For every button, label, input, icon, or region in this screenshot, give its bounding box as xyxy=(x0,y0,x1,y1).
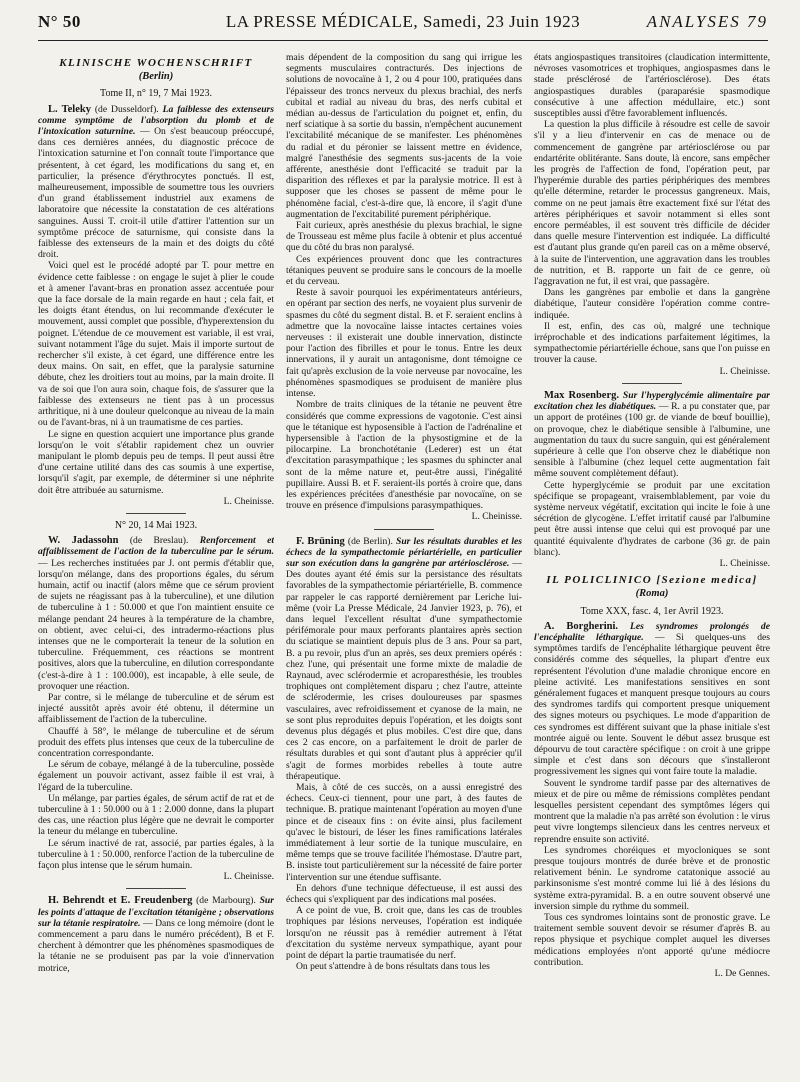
article-affiliation: (de Marbourg). xyxy=(192,895,260,907)
article-signature: L. Cheinisse. xyxy=(719,557,770,569)
article-affiliation: (de Berlin). xyxy=(344,535,396,547)
journal-city: (Berlin) xyxy=(138,71,174,83)
journal-title: IL POLICLINICO [Sezione medica] xyxy=(546,574,758,587)
journal-title: KLINISCHE WOCHENSCHRIFT xyxy=(59,57,253,69)
issue-info: Tome II, n° 19, 7 Mai 1923. xyxy=(100,88,212,100)
article-author: A. Borgherini. xyxy=(544,620,619,632)
article-rosenberg xyxy=(534,390,770,480)
article-paragraph: états angiospastiques transitoires (claudication intermittente, névroses vasomotrices et trophiques, angiospasmes dans le stade présclérosé de l'artériosclérose). Des états angiospastiques durables (paraparésie spasmodique consécutive à une affection médullaire, etc.) sont susceptibles aussi d'être favorablement influencés. xyxy=(534,52,770,120)
article-paragraph: Il est, enfin, des cas où, malgré une technique irréprochable et des indications parfaitement légitimes, la sympathectomie périartérielle échoue, sans que l'on puisse en trouver la cause. xyxy=(534,320,770,366)
article-author: F. Brüning xyxy=(296,535,345,547)
article-paragraph: Les syndromes choréiques et myocloniques se sont presque toujours montrés de durée brève et de pronostic relativement bénin. Le syndrome catatonique associé au parkinsonisme s'est montré comme lui lié à des lésions du système extra-pyramidal. B. a en outre souvent observé une inversion simple du rythme du sommeil. xyxy=(534,844,770,912)
article-title: La faiblesse des extenseurs comme symptôme de l'absorption du plomb et de l'intoxication saturnine. xyxy=(38,103,274,138)
article-title: Sur les points d'attaque de l'excitation tétanigène ; observations sur la tétanie respiratoire. xyxy=(38,895,274,929)
article-paragraph: Un mélange, par parties égales, de sérum actif de rat et de tuberculine à 1 : 50.000 ou à 1 : 2.000 donne, dans la plupart des cas, une réaction plus légère que ne devrait le comporter la teneur du mélange en tuberculine. xyxy=(38,792,274,838)
article-teleky xyxy=(38,104,274,261)
article-title: Sur l'hyperglycémie alimentaire par excitation chez les diabétiques. xyxy=(534,389,770,413)
article-signature: L. De Gennes. xyxy=(714,968,770,980)
separator xyxy=(622,383,682,384)
column-3 xyxy=(534,52,770,1074)
article-paragraph: mais dépendent de la composition du sang qui irrigue les segments musculaires contracturés. Des injections de solutions de novocaïne à 1, 2 ou 4 pour 100, pratiquées dans l'épaisseur des troncs nerveux du plexus brachial, des nerfs cubital et radial au niveau du bras, des nerfs cubital et médian au-dessus de l'articulation du poignet et, enfin, du nerf sciatique à sa sortie du bassin, n'empêchent aucunement l'excitabilité mécanique de se manifester. Les phénomènes du radial et du péronier se laissent mettre en évidence, malgré l'anesthésie des segments sus-jacents de la voie afférente, anesthésie dont l'efficacité se traduit par la disparition des réflexes et par la paralysie motrice. Il est à supposer que les choses se passent de même pour le phénomène facial, c'est-à-dire que, là encore, il s'agit d'une augmentation de l'excitabilité purement périphérique. xyxy=(286,52,522,220)
article-bruning xyxy=(286,536,522,782)
article-text: — Dans ce long mémoire (dont le commencement a paru dans le numéro précédent), B et F. cherchent à démontrer que les phénomènes spasmodiques de la tétanie ne se produisent pas par la voie d'innervation motrice, xyxy=(38,917,274,974)
separator xyxy=(126,513,186,514)
running-title: LA PRESSE MÉDICALE, Samedi, 23 Juin 1923 xyxy=(225,12,581,31)
article-behrendt xyxy=(38,895,274,973)
issue-info: Tome XXX, fasc. 4, 1er Avril 1923. xyxy=(580,605,724,617)
article-paragraph: Reste à savoir pourquoi les expérimentateurs antérieurs, en opérant par section des nerfs, ne voyaient plus survenir de spasmes du côté du segment distal. B. et F. seraient enclins à admettre que la novocaïne laisse intactes certaines voies nerveuses : il existerait une double innervation, distincte pour l'action des fibrilles et pour le tonus. Entre les deux innervations, il y aurait un antagonisme, dont témoigne ce fait qu'après exclusion de la voie nerveuse par novocaïne, les phénomènes spasmodiques se produisent de manière plus intense. xyxy=(286,287,522,400)
header-rule xyxy=(38,40,768,41)
article-title: Les syndromes prolongés de l'encéphalite léthargique. xyxy=(534,620,770,643)
article-paragraph: On peut s'attendre à de bons résultats dans tous les xyxy=(296,961,490,973)
article-paragraph: Le sérum inactivé de rat, associé, par parties égales, à la tuberculine à 1 : 50.000, renforce l'action de la tuberculine de façon plus intense que le sérum humain. xyxy=(38,837,274,872)
article-author: W. Jadassohn xyxy=(48,535,119,547)
article-title: Renforcement et affaiblissement de l'action de la tuberculine par le sérum. xyxy=(38,535,274,558)
article-text: — Des doutes ayant été émis sur la persistance des résultats favorables de la sympathectomie périartérielle, B. commence par rappeler le cas rapporté dernièrement par Leriche lui-même (voir La Presse Médicale, 24 Janvier 1923, p. 76), et dans lequel l'excellent résultat d'une sympathectomie périfémorale pour maux perforants plantaires après section du sciatique se maintient depuis plus de 3 ans. Pour sa part, B. a pu revoir, plus d'un an après, ses deux premiers opérés : chez l'une, qui présentait une forme mixte de maladie de Raynaud, avec sclérodermie et acroparesthésie, les troubles trophiques ont complètement disparu ; chez l'autre, atteinte de sclérodermie, les crises douloureuses par spasmes vasculaires, avec refroidissement et cyanose de la main, ne se sont plus reproduites depuis l'opération, et les doigts sont devenus plus dégagés et plus mobiles. C'est dire que, dans ces 2 cas encore, on a parfaitement le droit de parler de résultats durables et qui sont d'autant plus à apprécier qu'il s'agit de formes morbides rebelles à toute autre thérapeutique. xyxy=(286,557,522,782)
article-text: — Si quelques-uns des symptômes tardifs de l'encéphalite léthargique peuvent être considérés comme des séquelles, la plupart d'entre eux représentent l'évolution d'une maladie chronique encore en pleine activité. Les manifestations sensitives en sont généralement fugaces et manquent presque toujours au cours des syndromes tardifs qui comportent presque uniquement des signes moteurs ou psychiques. Le mode d'apparition de ces syndromes est différent suivant que la phase initiale s'est montrée aiguë ou lente. Souvent le début assez brusque est dépourvu de tout caractère spécifique : on croit à une grippe simple et c'est dans son décours que s'installeront progressivement les signes qui vont faire toute la maladie. xyxy=(534,631,770,778)
article-author: L. Teleky xyxy=(48,103,91,115)
article-affiliation: (de Breslau). xyxy=(118,535,200,547)
article-title: Sur les résultats durables et les échecs de la sympathectomie périartérielle, en particulier sur son exécution dans la gangrène par artériosclérose. xyxy=(286,535,522,569)
article-author: Max Rosenberg. xyxy=(544,389,619,401)
article-paragraph: Le signe en question acquiert une importance plus grande lorsqu'on le voit s'établir rapidement chez un ouvrier manipulant le plomb depuis peu de temps. Il peut aussi être d'une certaine utilité dans des cas soumis à une expertise, lorsqu'il s'agit, par exemple, de déterminer si une néphrite doit être attribuée au saturnisme. xyxy=(38,428,274,496)
article-signature: L. Cheinisse. xyxy=(471,511,522,523)
article-text: — R. a pu constater que, par un apport de protéines (100 gr. de viande de bœuf bouillie), on provoque, chez le diabétique sensible à l'albumine, une augmentation du taux du sucre sanguin, qui est généralement supérieure à celle que l'on observe chez le diabétique non sensible à l'albumine (chez lequel cette augmentation fait même souvent complètement défaut). xyxy=(534,401,770,480)
article-paragraph: A ce point de vue, B. croit que, dans les cas de troubles trophiques par lésions nerveuses, l'opération est indiquée lorsqu'on ne réussit pas à remédier autrement à l'état d'excitation du système nerveux sympathique, ayant pour point de départ la partie traumatisée du nerf. xyxy=(286,905,522,962)
article-paragraph: Le sérum de cobaye, mélangé à de la tuberculine, possède également un pouvoir activant, assez faible il est vrai, à l'égard de la tuberculine. xyxy=(38,759,274,793)
text-columns xyxy=(38,52,768,1074)
article-paragraph: Tous ces syndromes lointains sont de pronostic grave. Le traitement semble souvent devoir se résumer d'après B. au repos physique et psychique complet auquel les diverses médications employées n'ont apporté qu'une médiocre contribution. xyxy=(534,912,770,968)
article-paragraph: Fait curieux, après anesthésie du plexus brachial, le signe de Trousseau est même plus facile à obtenir et plus accentué que du côté du bras non paralysé. xyxy=(286,220,522,254)
article-paragraph: Ces expériences prouvent donc que les contractures tétaniques peuvent se produire sans le concours de la moelle et du cerveau. xyxy=(286,253,522,288)
article-paragraph: Voici quel est le procédé adopté par T. pour mettre en évidence cette faiblesse : on engage le sujet à plier le coude et à amener l'avant-bras en pronation assez accentuée pour que la face dorsale de la main regarde en haut ; cela fait, et les doigts étant étendus, on lui recommande d'exécuter le mouvement, aussi complet que possible, d'hyperextension du poignet. L'étendue de ce mouvement est variable, il est vrai, suivant notamment l'âge du sujet. Mais il importe surtout de rechercher s'il existe, à cet égard, une différence entre les deux mains. On sait, en effet, que la paralysie saturnine débute, chez les droitiers tout au moins, par la main droite. Il va de soi que l'on aura soin, chaque fois, de s'assurer que la faiblesse des extenseurs ne tient pas à un processus arthritique, ni à une douleur quelconque au niveau de la main ou de l'avant-bras, ni à un traumatisme de ces parties. xyxy=(38,260,274,429)
article-paragraph: Nombre de traits cliniques de la tétanie ne peuvent être considérés que comme expressions de vagotonie. C'est ainsi que le tétanique est hyposensible à l'action de l'adrénaline et hypersensible à l'action de la physostigmine et de la pilocarpine. La bronchotétanie (Lederer) est un état d'excitation parasympathique ; les spasmes du sphincter anal sont de la même nature et, peut-être aussi, l'inégalité pupillaire. Aussi B. et F. seraient-ils portés à croire que, dans les expériences précitées d'anesthésie par novocaïne, on se trouve en présence d'impulsions parasympathiques. xyxy=(286,399,522,512)
separator xyxy=(374,529,434,530)
article-signature: L. Cheinisse. xyxy=(223,495,274,507)
article-paragraph: La question la plus difficile à résoudre est celle de savoir s'il y a lieu d'intervenir en cas de menace ou de commencement de gangrène par artériosclérose ou par endartérite oblitérante. Sans doute, là encore, sans empêcher les progrès de l'affection de fond, l'opération peut, par l'hyperémie durable des parties périphériques des membres qu'elle détermine, retarder le processus gangreneux. Mais, comme on ne peut jamais être exactement fixé sur l'état des artères périphériques et savoir notamment si elles sont encore perméables, il est souvent très difficile de décider dans quelle mesure l'intervention est indiquée. La difficulté est d'autant plus grande qu'en pareil cas on a même observé, à la suite de l'intervention, une aggravation dans les troubles de nutrition, et B. rapporte un fait de ce genre, où l'aggravation ne fut, il est vrai, que passagère. xyxy=(534,119,770,288)
page-number: N° 50 xyxy=(38,12,81,31)
column-2 xyxy=(286,52,522,1074)
separator xyxy=(126,888,186,889)
article-paragraph: Cette hyperglycémie se produit par une excitation spécifique se propageant, vraisemblablement, par voie du système nerveux végétatif, excitation qui incite le foie à une sécrétion de glycogène. L'effet irritatif causé par l'albumine peut être aussi intense que celui qui est provoqué par une quantité équivalente d'hydrates de carbone (36 gr. de pain blanc). xyxy=(534,479,770,558)
column-1 xyxy=(38,52,274,1074)
article-paragraph: En dehors d'une technique défectueuse, il est aussi des échecs qui s'expliquent par des indications mal posées. xyxy=(286,882,522,906)
article-paragraph: Chauffé à 58°, le mélange de tuberculine et de sérum produit des effets plus intenses que ceux de la tuberculine de concentration correspondante. xyxy=(38,725,274,759)
article-text: — On s'est beaucoup préoccupé, dans ces dernières années, du diagnostic précoce de l'intoxication saturnine et l'on connaît toute l'importance que présentent, à cet égard, les modifications du sang et, en particulier, la présence d'érythrocytes ponctués. Il est, malheureusement, impossible de soumettre tous les ouvriers d'un grand établissement industriel aux examens de laboratoire que nécessite la constatation de ces altérations sanguines. Aussi T. croit-il utile d'attirer l'attention sur un symptôme précoce de saturnisme, qui consiste dans la faiblesse des extenseurs de la main et des doigts du côté droit. xyxy=(38,126,274,261)
article-text: — Les recherches instituées par J. ont permis d'établir que, lorsqu'on mélange, dans des proportions égales, du sérum humain, actif ou inactif (alors même que ce sérum provient de sujets ne réagissant pas à la tuberculine), et une dilution de tuberculine à 1 : 50.000 et que l'on maintient ensuite ce mélange pendant 24 heures à la température de la chambre, on obtient, avec celui-ci, des intradermo-réactions plus intenses que ne le comporterait la teneur de la solution en tuberculine. Fréquemment, ces réactions se montrent positives, alors que la tuberculine, en dilution correspondante (c'est-à-dire à 1 : 100.000), est incapable, à elle seule, de provoquer une réaction. xyxy=(38,557,274,692)
article-jadassohn xyxy=(38,535,274,692)
article-borgherini xyxy=(534,621,770,778)
article-author: H. Behrendt et E. Freudenberg xyxy=(48,895,193,907)
article-signature: L. Cheinisse. xyxy=(223,871,274,883)
page-header xyxy=(38,12,768,34)
article-paragraph: Dans les gangrènes par embolie et dans la gangrène diabétique, l'auteur considère l'opération comme contre-indiquée. xyxy=(534,287,770,321)
article-affiliation: (de Dusseldorf). xyxy=(90,103,163,115)
article-paragraph: Mais, à côté de ces succès, on a aussi enregistré des échecs. Ceux-ci tiennent, pour une part, à des fautes de technique. B. pratique maintenant l'opération au moyen d'une pince et de ciseaux fins : on évite ainsi, plus facilement qu'avec le bistouri, de léser les fines ramifications latérales immédiatement à leur sortie de la tunique musculaire, en même temps que se trouve facilitée l'hémostase. D'autre part, B. insiste tout particulièrement sur la nécessité de faire porter l'intervention sur une étendue suffisante. xyxy=(286,782,522,883)
journal-city: (Roma) xyxy=(635,588,669,600)
article-signature: L. Cheinisse. xyxy=(719,365,770,377)
article-paragraph: Par contre, si le mélange de tuberculine et de sérum est injecté aussitôt après avoir été obtenu, il détermine un affaiblissement de l'action de la tuberculine. xyxy=(38,691,274,726)
section-label: ANALYSES 79 xyxy=(646,12,768,31)
issue-info: N° 20, 14 Mai 1923. xyxy=(114,519,198,531)
article-paragraph: Souvent le syndrome tardif passe par des alternatives de mieux et de pire ou même de rémissions complètes pendant lesquelles persistent cependant des symptômes légers qui montrent que la maladie n'a pas arrêté son évolution : le virus peut vivre longtemps silencieux dans les centres nerveux et reprendre ensuite son activité. xyxy=(534,777,770,845)
